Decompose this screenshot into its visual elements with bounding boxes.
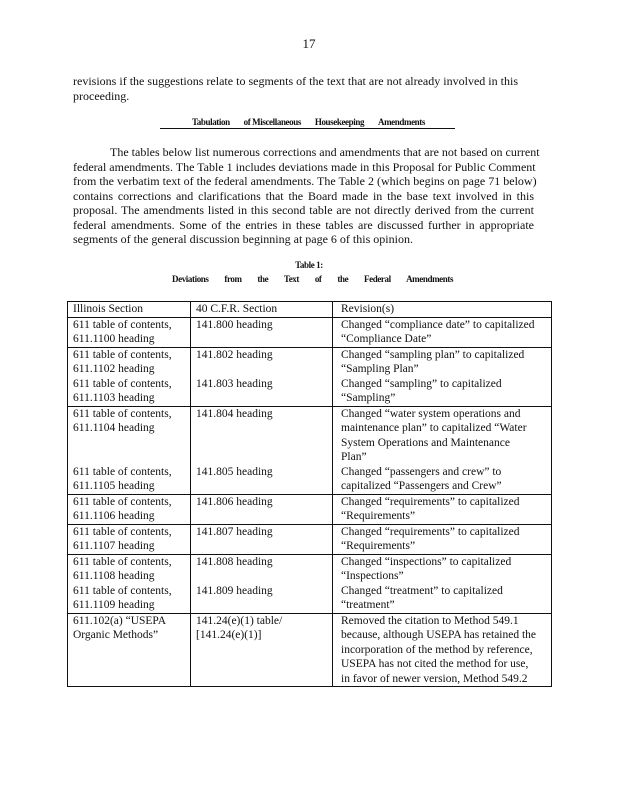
cell-line: “Sampling Plan” [341, 363, 419, 375]
text-line: revisions if the suggestions relate to segments of the text that are not already involved in this [73, 74, 518, 88]
cell-line: 611 table of contents, [73, 318, 172, 331]
cell-line: “Requirements” [341, 540, 416, 552]
cell-line: 611.1108 heading [73, 570, 155, 582]
revision-cell [333, 465, 552, 495]
illinois-cell [68, 524, 191, 554]
cell-line: 141.805 heading [196, 465, 273, 478]
column-header: Illinois Section [68, 302, 191, 318]
heading-word: Tabulation [192, 117, 230, 127]
cell-line: in favor of newer version, Method 549.2 [341, 672, 528, 685]
cell-line: 611.1109 heading [73, 599, 155, 611]
table-row [68, 347, 552, 377]
illinois-cell [68, 406, 191, 465]
revision-cell [333, 613, 552, 687]
cell-line: 611.1106 heading [73, 510, 155, 522]
text-line: proposal. The amendments listed in this second table are not directly derived from the current [73, 203, 534, 217]
cell-line: 611.1104 heading [73, 422, 155, 434]
table-row [68, 584, 552, 614]
table-row [68, 406, 552, 465]
cell-line: “Sampling” [341, 392, 396, 404]
cfr-cell [191, 347, 333, 377]
text-line: The tables below list numerous corrections and amendments that are not based on current [110, 145, 540, 159]
cell-line: 611.1103 heading [73, 392, 155, 404]
cell-line: 611 table of contents, [73, 407, 172, 420]
cell-line: 611.102(a) “USEPA [73, 614, 167, 627]
cell-line: USEPA has not cited the method for use, [341, 658, 529, 670]
deviations-table [67, 301, 552, 687]
cell-line: Removed the citation to Method 549.1 [341, 614, 519, 627]
cell-line: “Compliance Date” [341, 333, 432, 345]
revision-cell [333, 494, 552, 524]
cell-line: 141.803 heading [196, 377, 273, 390]
cell-line: “Requirements” [341, 510, 416, 522]
revision-cell [333, 584, 552, 614]
cfr-cell [191, 524, 333, 554]
table-row [68, 613, 552, 687]
table-row [68, 524, 552, 554]
table-caption-title: Table 1: [295, 260, 323, 270]
illinois-cell [68, 494, 191, 524]
cell-line: Changed “passengers and crew” to [341, 465, 502, 478]
cell-line: 141.807 heading [196, 525, 273, 538]
cell-line: maintenance plan” to capitalized “Water [341, 422, 527, 434]
cell-line: 141.24(e)(1) table/ [196, 614, 283, 627]
cell-line: incorporation of the method by reference, [341, 643, 533, 656]
cfr-cell [191, 465, 333, 495]
cell-line: Organic Methods” [73, 629, 159, 641]
illinois-cell [68, 465, 191, 495]
cfr-cell [191, 317, 333, 347]
text-line: federal amendments. Some of the entries in these tables are discussed further in appropriate [73, 217, 534, 232]
cell-line: “treatment” [341, 599, 395, 611]
cfr-cell [191, 584, 333, 614]
cell-line: [141.24(e)(1)] [196, 629, 262, 641]
cell-line: 611.1102 heading [73, 363, 155, 375]
illinois-cell [68, 584, 191, 614]
cell-line: Changed “requirements” to capitalized [341, 525, 520, 538]
cell-line: System Operations and Maintenance [341, 436, 510, 449]
table-row [68, 465, 552, 495]
table-caption-subtitle: Deviations from the Text of the Federal Amendments [172, 274, 454, 284]
cell-line: 611 table of contents, [73, 495, 172, 508]
table-row [68, 317, 552, 347]
table-row [68, 494, 552, 524]
illinois-cell [68, 317, 191, 347]
cfr-cell [191, 554, 333, 584]
heading-word: Housekeeping [314, 117, 365, 127]
revision-cell [333, 377, 552, 407]
cell-line: Changed “sampling” to capitalized [341, 377, 502, 390]
text-line: proceeding. [73, 88, 130, 103]
revision-cell [333, 554, 552, 584]
text-line: contains corrections and clarifications that the Board made in the base text involved in this [73, 188, 534, 203]
section-heading [160, 117, 455, 129]
cell-line: Changed “requirements” to capitalized [341, 495, 520, 508]
cfr-cell [191, 406, 333, 465]
cell-line: 611.1105 heading [73, 480, 155, 492]
cfr-cell [191, 613, 333, 687]
illinois-cell [68, 554, 191, 584]
cell-line: capitalized “Passengers and Crew” [341, 480, 502, 492]
cell-line: 611 table of contents, [73, 348, 172, 361]
revision-cell [333, 524, 552, 554]
table-row [68, 377, 552, 407]
revision-cell [333, 317, 552, 347]
cell-line: Plan” [341, 451, 367, 463]
column-header: Revision(s) [333, 302, 552, 318]
cell-line: Changed “inspections” to capitalized [341, 555, 512, 568]
cell-line: 141.800 heading [196, 318, 273, 331]
cell-line: 141.808 heading [196, 555, 273, 568]
cell-line: 141.806 heading [196, 495, 273, 508]
table-row [68, 554, 552, 584]
cell-line: 611.1107 heading [73, 540, 155, 552]
table-header-row [68, 302, 552, 318]
revision-cell [333, 406, 552, 465]
column-header: 40 C.F.R. Section [191, 302, 333, 318]
text-line: from the verbatim text of the federal amendments. The Table 2 (which begins on page 71 below) [73, 174, 537, 188]
page-number: 17 [302, 36, 316, 51]
cell-line: 611.1100 heading [73, 333, 155, 345]
cell-line: 141.809 heading [196, 584, 273, 597]
cell-line: 611 table of contents, [73, 525, 172, 538]
heading-word: Amendments [377, 117, 425, 127]
cfr-cell [191, 494, 333, 524]
cell-line: 611 table of contents, [73, 555, 172, 568]
illinois-cell [68, 613, 191, 687]
illinois-cell [68, 377, 191, 407]
cell-line: 611 table of contents, [73, 465, 172, 478]
cell-line: Changed “water system operations and [341, 407, 521, 420]
cell-line: because, although USEPA has retained the [341, 629, 537, 641]
cell-line: Changed “compliance date” to capitalized [341, 318, 535, 331]
cell-line: “Inspections” [341, 570, 404, 582]
cfr-cell [191, 377, 333, 407]
cell-line: Changed “treatment” to capitalized [341, 584, 503, 597]
revision-cell [333, 347, 552, 377]
cell-line: 141.804 heading [196, 407, 273, 420]
illinois-cell [68, 347, 191, 377]
cell-line: Changed “sampling plan” to capitalized [341, 348, 525, 361]
cell-line: 611 table of contents, [73, 584, 172, 597]
text-line: segments of the general discussion beginning at page 6 of this opinion. [73, 232, 413, 246]
cell-line: 611 table of contents, [73, 377, 172, 390]
heading-word: of Miscellaneous [243, 117, 301, 127]
cell-line: 141.802 heading [196, 348, 273, 361]
text-line: federal amendments. The Table 1 includes deviations made in this Proposal for Public Comment [73, 159, 536, 174]
